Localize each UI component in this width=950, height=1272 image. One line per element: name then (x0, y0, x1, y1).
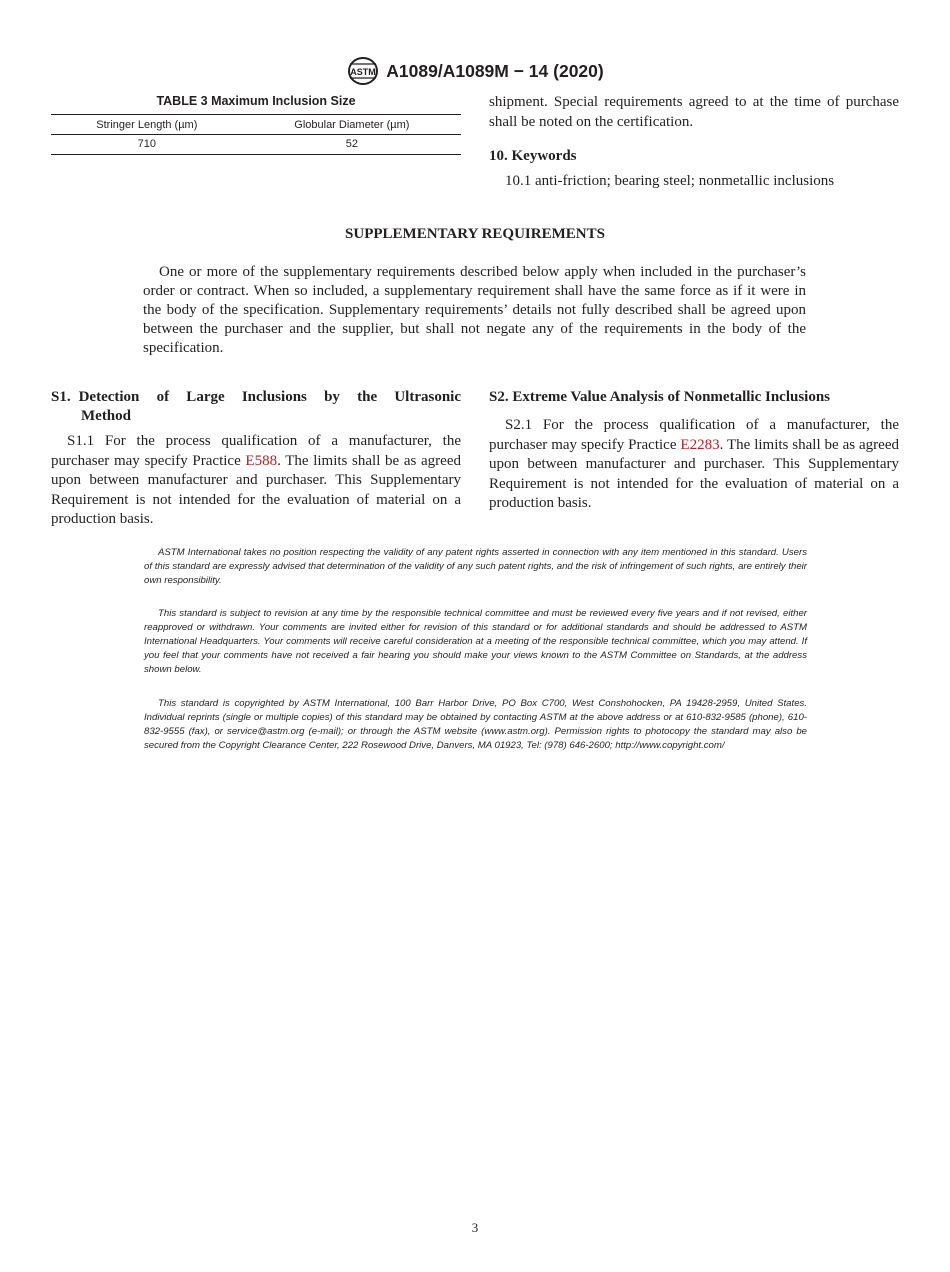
s2-heading: S2. Extreme Value Analysis of Nonmetallic Inclusions (489, 389, 831, 405)
table-cell: 710 (51, 135, 243, 155)
s1-text: . The limits shall be as agreed upon between manufacturer and purchaser. This Supplementary Requirement is not intended for the evaluation of material on a production basis. (51, 452, 461, 527)
s1-heading-line2: Method (81, 408, 131, 424)
document-title: A1089/A1089M − 14 (2020) (386, 60, 604, 81)
table-header-row (51, 115, 461, 135)
s2-text: . The limits shall be as agreed upon between manufacturer and purchaser. This Supplementary Requirement is not intended for the evaluation of material on a production basis. (489, 436, 899, 511)
table-3 (51, 94, 461, 155)
astm-logo-icon (346, 56, 380, 86)
s1-number: S1. (51, 389, 71, 405)
table-caption: TABLE 3 Maximum Inclusion Size (156, 94, 356, 108)
column-header: Globular Diameter (µm) (243, 115, 461, 135)
s1-heading (51, 388, 461, 426)
page-header (0, 56, 950, 86)
s1-paragraph (51, 432, 461, 530)
s2-text: S2.1 For the process qualification of a manufacturer, the purchaser may specify Practice (489, 417, 899, 453)
column-header: Stringer Length (µm) (51, 115, 243, 135)
patent-notice: ASTM International takes no position respecting the validity of any patent rights asserted in connection with any item mentioned in this standard. Users of this standard are expressly advised that determination of the validity of any such patent rights, and the risk of infringement of such rights, are entirely their own responsibility. (144, 547, 807, 586)
page-number: 3 (471, 1220, 479, 1235)
s2-paragraph (489, 416, 899, 514)
table-cell: 52 (243, 135, 461, 155)
svg-text:ASTM: ASTM (350, 67, 377, 77)
table-row (51, 135, 461, 155)
inclusion-size-table (51, 114, 461, 155)
supplementary-intro: One or more of the supplementary requirements described below apply when included in the purchaser’s order or contract. When so included, a supplementary requirement shall have the same force as if it were in the body of the specification. Supplementary requirements’ details not fully described shall be agreed upon between the purchaser and the supplier, but shall not negate any of the requirements in the body of the specification. (143, 264, 806, 356)
s1-text: S1.1 For the process qualification of a manufacturer, the purchaser may specify Practice (51, 433, 461, 469)
continuation-paragraph: shipment. Special requirements agreed to at the time of purchase shall be noted on the certification. (489, 94, 899, 130)
supplementary-heading: SUPPLEMENTARY REQUIREMENTS (345, 226, 605, 242)
s1-heading-line1 (51, 388, 461, 407)
e588-link[interactable]: E588 (245, 452, 278, 469)
keywords-heading: 10. Keywords (489, 148, 577, 164)
keywords-paragraph: 10.1 anti-friction; bearing steel; nonmetallic inclusions (505, 173, 835, 189)
copyright-notice: This standard is copyrighted by ASTM International, 100 Barr Harbor Drive, PO Box C700, West Conshohocken, PA 19428-2959, United States. Individual reprints (single or multiple copies) of this standard may be obtained by contacting ASTM at the above address or at 610-832-9585 (phone), 610-832-9555 (fax), or service@astm.org (e-mail); or through the ASTM website (www.astm.org). Permission rights to photocopy the standard may also be secured from the Copyright Clearance Center, 222 Rosewood Drive, Danvers, MA 01923, Tel: (978) 646-2600; http://www.copyright.com/ (144, 698, 807, 751)
e2283-link[interactable]: E2283 (680, 436, 720, 453)
revision-notice: This standard is subject to revision at any time by the responsible technical committee and must be reviewed every five years and if not revised, either reapproved or withdrawn. Your comments are invited either for revision of this standard or for additional standards and should be addressed to ASTM International Headquarters. Your comments will receive careful consideration at a meeting of the responsible technical committee, which you may attend. If you feel that your comments have not received a fair hearing you should make your views known to the ASTM Committee on Standards, at the address shown below. (144, 608, 807, 675)
s1-heading-text: Detection of Large Inclusions by the Ultrasonic (78, 389, 461, 405)
